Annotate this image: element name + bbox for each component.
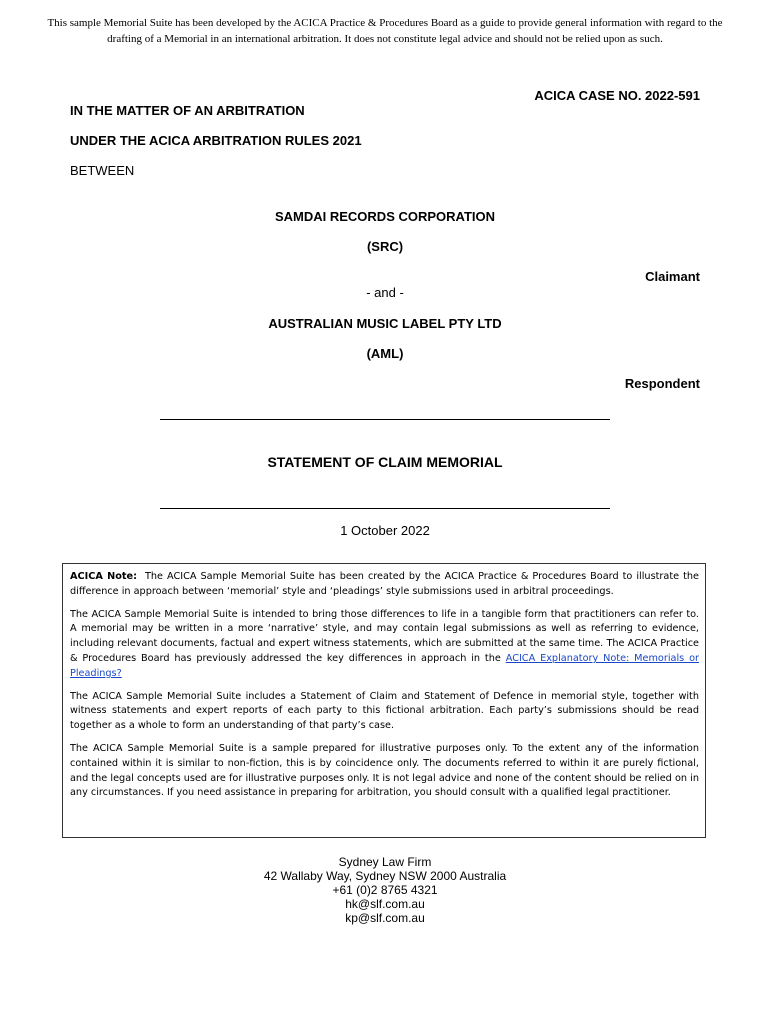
- explanatory-note-link[interactable]: ACICA Explanatory Note: Memorials or Pleadings?: [70, 652, 699, 679]
- note-paragraph-1: [70, 570, 699, 600]
- claimant-name: SAMDAI RECORDS CORPORATION: [274, 209, 496, 224]
- firm-contact-block: [0, 855, 770, 925]
- respondent-abbr: (AML): [366, 346, 404, 361]
- firm-address: 42 Wallaby Way, Sydney NSW 2000 Australia: [263, 869, 507, 883]
- heading-rules: UNDER THE ACICA ARBITRATION RULES 2021: [70, 133, 362, 148]
- note-p1-text: The ACICA Sample Memorial Suite has been created by the ACICA Practice & Procedures Board to illustrate the difference in approach between ‘memorial’ style and ‘pleadings’ style submissions used in arbitral proceedings.: [70, 571, 699, 597]
- note-paragraph-3: The ACICA Sample Memorial Suite includes a Statement of Claim and Statement of Defence in memorial style, together with witness statements and expert reports of each party to this fictional arbitration. Each party’s submissions should be read together as a whole to form an understanding of that party’s case.: [70, 690, 699, 732]
- heading-between: BETWEEN: [70, 163, 135, 178]
- claimant-abbr: (SRC): [366, 239, 404, 254]
- note-paragraph-2: [70, 608, 699, 682]
- divider-top: [160, 419, 610, 420]
- note-p2-text: The ACICA Sample Memorial Suite is intended to bring those differences to life in a tangible form that practitioners can refer to. A memorial may be written in a more ‘narrative’ style, and may contain legal submissions as well as referring to evidence, including relevant documents, factual and expert witness statements, which are submitted at the same time. The ACICA Practice & Procedures Board has previously addressed the key differences in approach in the: [70, 608, 699, 664]
- firm-email-1[interactable]: hk@slf.com.au: [345, 897, 425, 911]
- firm-email-2[interactable]: kp@slf.com.au: [345, 911, 425, 925]
- document-date: 1 October 2022: [340, 523, 430, 538]
- claimant-role: Claimant: [645, 269, 700, 284]
- and-separator: - and -: [366, 285, 404, 300]
- acica-note-box: [62, 563, 706, 838]
- firm-phone: +61 (0)2 8765 4321: [332, 883, 438, 897]
- disclaimer-text: This sample Memorial Suite has been developed by the ACICA Practice & Procedures Board as a guide to provide general information with regard to the drafting of a Memorial in an international arbitration. It does not constitute legal advice and should not be relied upon as such.: [47, 17, 723, 45]
- divider-bottom: [160, 508, 610, 509]
- heading-matter: IN THE MATTER OF AN ARBITRATION: [70, 103, 305, 118]
- note-lead: ACICA Note:: [70, 571, 137, 582]
- note-paragraph-4: The ACICA Sample Memorial Suite is a sample prepared for illustrative purposes only. To the extent any of the information contained within it is similar to non-fiction, this is by coincidence only. The documents referred to within it are purely fictional, and the legal concepts used are for illustrative purposes only. It is not legal advice and none of the content should be relied on in any circumstances. If you need assistance in preparing for arbitration, you should consult with a qualified legal practitioner.: [70, 742, 699, 799]
- document-title: STATEMENT OF CLAIM MEMORIAL: [267, 454, 503, 470]
- firm-name: Sydney Law Firm: [338, 855, 432, 869]
- case-number: ACICA CASE NO. 2022-591: [534, 88, 700, 103]
- respondent-name: AUSTRALIAN MUSIC LABEL PTY LTD: [268, 316, 502, 331]
- respondent-role: Respondent: [624, 376, 700, 391]
